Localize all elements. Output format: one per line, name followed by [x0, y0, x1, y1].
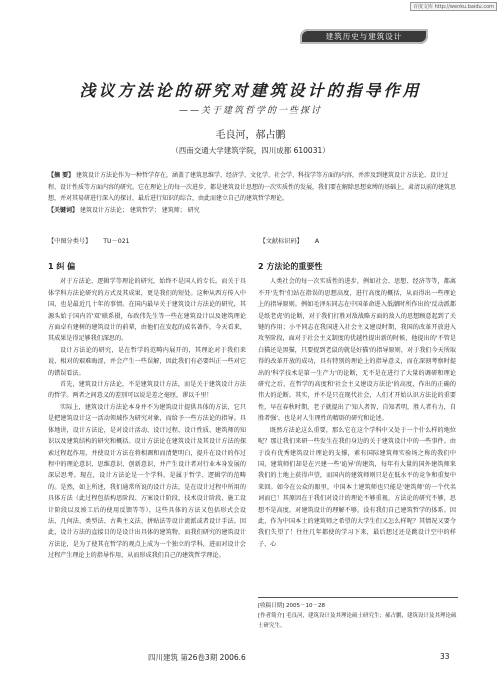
abstract-block: [48, 170, 458, 216]
page-number: 33: [440, 652, 450, 661]
affiliation: （西南交通大学建筑学院，四川成都 610031）: [171, 146, 330, 155]
left-paragraph: 对于方法论、逻辑学等理论的研究，始终不是国人的专长。而关于具体学科方法论研究的方式及其成果，更是我们的短处。这种从西方传入中国，也是最近几十年的事情。在国内最早关于建筑设计方法论的研究，其源头始于国内首'双'联系摄，布政伟先生等一些在建筑设计以及建筑理论方面卓有建树的建筑设计的前辈，由他们在发起的成名著作，今天看来，其成果是得足够我们深思的。: [48, 278, 246, 343]
abstract-label: 【摘 要】: [48, 172, 75, 179]
left-column: [48, 259, 246, 562]
paper-subtitle: ——关于建筑哲学的一些探讨: [178, 106, 322, 116]
author-intro: [作者简介] 毛良河，建筑设计及其理论硕士研究生；郝占鹏，建筑设计及其理论硕士研究生。: [258, 613, 457, 629]
abstract: [48, 170, 458, 205]
right-column: [258, 259, 456, 550]
journal-info: 四川建筑 第26卷3期 2006.6: [148, 653, 246, 662]
watermark: 百度文库 http://wenku.baidu.com: [410, 2, 497, 11]
section-1-heading: 1 纠 偏: [48, 262, 76, 271]
keywords-label: 【关键词】: [48, 206, 79, 214]
footnote: [258, 597, 458, 631]
clc-label: 【中图分类号】: [48, 238, 92, 245]
clc-value: TU－021: [103, 238, 130, 245]
keywords: [48, 205, 458, 217]
page-footer: [0, 652, 501, 664]
right-paragraph: 人类社会的每一次实质性的进步，例如社会、思想、经济等等，都离不开'先哲'们站在指误的思想高度，进行高度的概括，从而得出一些理论上的指导原则。例如毛泽东同志在中国革命进入低潮时所作出的'反动派都是纸老虎'的论断，对于我们打胜对敌战略方面的敌人的思想顾意起到了关键的作用；小平同志在我国进入社会主义建设时期，我国的改革开放进入攻坚阶段，面对于社会主义制度的优越性提出新的时候，他提出的'不管是白猫还是黑猫，只要捉到老鼠的就是好猫'的指导原则，对于我们今天所取得的改革开放的成功，具有特别的理论上的指导意义，而在深刻考察时提出的'科学技术是第一生产力'的论断，无不是在进行了大量的调研和理论研究之后，在哲学的高度和'社会主义建设方法论'的高度，作出的正确的伟大的论断。其实，并不是只在现代社会，人们才开始认识方法论的重要性，早在春秋时期，老子就提出了'知人者智，自知者明，胜人者有力，自胜者强'，也是对人生理性的精辟的研究和论述。: [258, 278, 456, 423]
authors: 毛良河，郝占鹏: [215, 130, 286, 141]
paper-title: 浅议方法论的研究对建筑设计的指导作用: [79, 81, 422, 100]
doc-code-label: 【文献标识码】: [259, 238, 303, 245]
classification-line: [48, 236, 458, 245]
left-paragraph: 设计方法论的研究，是在哲学的范畴内展开的，其理论对于我们来说，相对的艰难晦涩，并会产生一些误解，因此我们有必要纠正一些对它的错误看法。: [48, 346, 246, 377]
received-date: [收稿日期] 2005－10－28: [258, 603, 326, 609]
column-banner: 建筑历史与建筑设计: [300, 29, 428, 44]
right-paragraph: 既然方法论这么重要，那么它在这个学科中又处于一个什么样的地位呢？那让我们来研一些发生在我们身边的关于建筑设计中的一些事件。由于没有优秀建筑设计理论的支撑，素有国际建筑师实验场之称的我们中国，建筑师们却是在兴建一些'诡异'的建筑，每年有大量的国外建筑师来我们的土地上获得声望，而国内的建筑师则只是在低水平的竞争和重复中来回。如今在公众的眼里，中国本土建筑师也只能是'建筑师'的一个代名词而已！其原因在于我们对设计的理论不够重视，方法论的研究不够，思想不是高度，对建筑设计的理解不够，没有我们自己建筑哲学的体系。因此，作为中国本土的建筑师之希望的大学生们又怎么样呢？其情况又要令我们失望了！往往几年都使的学习下来，最后想过还是跳设计空中的样子，心: [258, 426, 456, 548]
section-2-heading: 2 方法论的重要性: [258, 262, 323, 271]
left-paragraph: 首先，建筑设计方法论，不是建筑设计方法，而是关于建筑设计方法的哲学。两者之间意义的差别可以说是差之毫厘，谬以千里！: [48, 381, 246, 400]
keywords-text: 建筑设计方法论； 建筑哲学； 建筑师； 研究: [79, 206, 200, 214]
doc-code-value: A: [314, 238, 320, 245]
left-paragraph: 实际上，建筑设计方法论本身并不为建筑设计提供具体的方法，它只是把建筑设计这一活动领域作为研究对象，而给予一些方法论的指导。具体地讲，设计方法论，是对设计活动、设计过程、设计性质、建筑师的知识以及建筑结构的研究和概括。设计方法论在建筑设计及其设计方法的探索过程起作用，并使设计方法在将相调和而清楚明白，提升在设计的作过程中的理论意识、思维意识、创新意识，并产生设计者对行业本身发展的深层思考。现在，设计方法论是一个学科，是属于哲学、逻辑学的范畴的。是然，如上所述，我们通常所说的设计方法，是在设计过程中所用的具体方法（此过程包括构思阶段、方案设计阶段、技术设计阶段、施工设计阶段以及竣工后的使用反馈等等），这些具体的方法又包括形式会设法、几何法、类型法、古典主义法、拼贴法等设计流派或者设计手法。因此，设计方法的直接目的是设计出具体的建筑物，而我们研究的建筑设计方法论，是为了使其在哲学的观点上成为一个独立的学科，进而对设计会过程产生理论上的指导作用，从而形成我们自己的建筑哲学理论。: [48, 403, 246, 560]
abstract-text: 建筑设计方法论作为一种哲学存在，涵盖了建筑思维学、经济学、文化学、社会学、科技学等方面的内容，并涉及到建筑设计方法论、设计过程、设计性质等方面内容的研究。它在理论上的每一次进步，都是建筑设计思想的一次实质性的发展，我们要在解除思想束缚的基础上，肃清以前的建筑思想，并对其易研进行深入的探讨，最后进行知识的综合，由此而建立自己的建筑哲学理论。: [48, 172, 457, 202]
